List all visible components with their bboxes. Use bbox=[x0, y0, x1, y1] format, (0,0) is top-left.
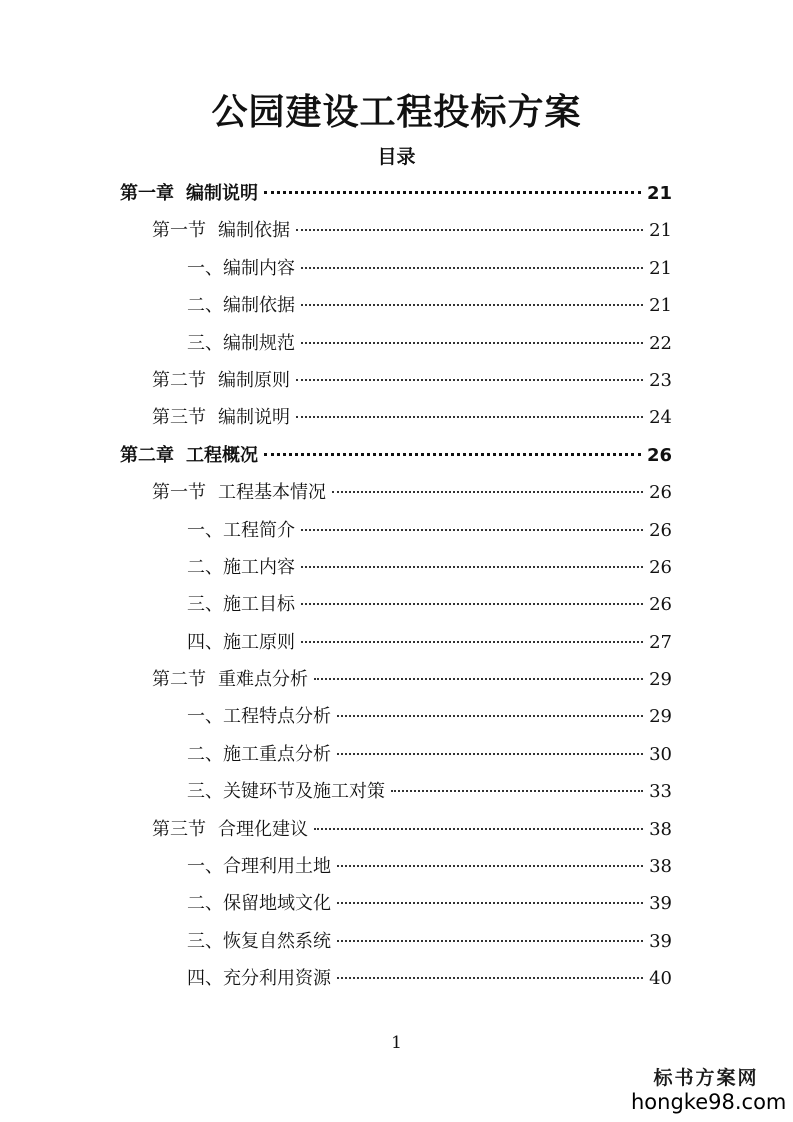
toc-entry[interactable] bbox=[120, 325, 672, 362]
toc-entry-prefix: 第一节 bbox=[152, 220, 206, 242]
toc-entry-label bbox=[187, 250, 295, 287]
toc-entry-prefix: 三、 bbox=[187, 781, 223, 803]
toc-entry-prefix: 第一节 bbox=[152, 482, 206, 504]
toc-entry[interactable] bbox=[120, 549, 672, 586]
toc-entry-label bbox=[187, 512, 295, 549]
toc-entry-page: 21 bbox=[649, 257, 672, 279]
toc-entry-title: 施工重点分析 bbox=[223, 743, 331, 765]
toc-entry-page: 26 bbox=[646, 444, 672, 466]
toc-entry-title: 施工内容 bbox=[223, 556, 295, 578]
toc-entry-prefix: 二、 bbox=[187, 893, 223, 915]
toc-entry-page: 22 bbox=[649, 332, 672, 354]
toc-entry-title: 工程基本情况 bbox=[218, 482, 326, 504]
toc-entry[interactable] bbox=[120, 624, 672, 661]
watermark-domain: hongke98.com bbox=[631, 1090, 787, 1114]
toc-entry-page: 29 bbox=[649, 706, 672, 728]
dot-leader bbox=[314, 678, 643, 680]
watermark-name: 标书方案网 bbox=[653, 1067, 759, 1089]
toc-entry-prefix: 第二节 bbox=[152, 669, 206, 691]
toc-entry-page: 26 bbox=[649, 482, 672, 504]
toc-entry[interactable] bbox=[120, 474, 672, 511]
toc-entry-prefix: 一、 bbox=[187, 519, 223, 541]
toc-entry-title: 施工原则 bbox=[223, 631, 295, 653]
toc-entry[interactable] bbox=[120, 212, 672, 249]
toc-entry-page: 33 bbox=[649, 781, 672, 803]
toc-entry-label bbox=[152, 212, 290, 249]
dot-leader bbox=[296, 379, 643, 381]
dot-leader bbox=[296, 229, 643, 231]
dot-leader bbox=[296, 416, 643, 418]
toc-entry[interactable] bbox=[120, 437, 672, 474]
toc-entry-title: 关键环节及施工对策 bbox=[223, 781, 385, 803]
toc-entry[interactable] bbox=[120, 512, 672, 549]
toc-entry-page: 39 bbox=[649, 930, 672, 952]
toc-entry-label bbox=[187, 287, 295, 324]
toc-entry-label bbox=[187, 773, 385, 810]
toc-entry-page: 26 bbox=[649, 519, 672, 541]
dot-leader bbox=[301, 529, 643, 531]
toc-entry-page: 38 bbox=[649, 856, 672, 878]
toc-entry[interactable] bbox=[120, 848, 672, 885]
toc-entry-title: 工程概况 bbox=[186, 444, 258, 466]
toc-entry-title: 施工目标 bbox=[223, 594, 295, 616]
toc-entry-page: 27 bbox=[649, 631, 672, 653]
toc-entry-prefix: 第三节 bbox=[152, 407, 206, 429]
toc-entry-prefix: 二、 bbox=[187, 743, 223, 765]
toc-entry[interactable] bbox=[120, 586, 672, 623]
toc-entry-title: 充分利用资源 bbox=[223, 968, 331, 990]
toc-entry-page: 26 bbox=[649, 556, 672, 578]
toc-entry-label bbox=[187, 586, 295, 623]
dot-leader bbox=[264, 453, 641, 456]
toc-entry-label bbox=[187, 848, 331, 885]
toc-entry-prefix: 四、 bbox=[187, 968, 223, 990]
dot-leader bbox=[337, 940, 643, 942]
toc-entry-page: 39 bbox=[649, 893, 672, 915]
toc-entry-prefix: 第二章 bbox=[120, 444, 174, 466]
dot-leader bbox=[301, 304, 643, 306]
dot-leader bbox=[301, 566, 643, 568]
toc-entry-title: 编制说明 bbox=[186, 183, 258, 204]
toc-entry-label bbox=[152, 811, 308, 848]
toc-entry-prefix: 一、 bbox=[187, 257, 223, 279]
dot-leader bbox=[337, 977, 643, 979]
dot-leader bbox=[264, 191, 641, 194]
toc-entry-label bbox=[187, 885, 331, 922]
toc-entry-page: 29 bbox=[649, 669, 672, 691]
toc-entry-label bbox=[187, 549, 295, 586]
toc-entry-page: 40 bbox=[649, 968, 672, 990]
toc-entry-prefix: 二、 bbox=[187, 556, 223, 578]
toc-entry-page: 23 bbox=[649, 369, 672, 391]
toc-entry-label bbox=[120, 437, 258, 474]
toc-entry[interactable] bbox=[120, 773, 672, 810]
table-of-contents bbox=[120, 175, 672, 998]
toc-entry-title: 工程特点分析 bbox=[223, 706, 331, 728]
dot-leader bbox=[337, 902, 643, 904]
toc-entry-prefix: 二、 bbox=[187, 295, 223, 317]
toc-entry-label bbox=[120, 175, 258, 212]
toc-entry-prefix: 一、 bbox=[187, 856, 223, 878]
toc-entry[interactable] bbox=[120, 661, 672, 698]
dot-leader bbox=[301, 267, 643, 269]
dot-leader bbox=[391, 790, 643, 792]
toc-heading: 目录 bbox=[377, 146, 416, 168]
toc-entry[interactable] bbox=[120, 399, 672, 436]
toc-entry-label bbox=[152, 362, 290, 399]
toc-entry-label bbox=[187, 325, 295, 362]
toc-entry-prefix: 一、 bbox=[187, 706, 223, 728]
dot-leader bbox=[332, 491, 643, 493]
toc-entry-label bbox=[187, 698, 331, 735]
toc-entry-label bbox=[152, 661, 308, 698]
toc-entry[interactable] bbox=[120, 960, 672, 997]
toc-entry-prefix: 第三节 bbox=[152, 818, 206, 840]
toc-entry-prefix: 第二节 bbox=[152, 369, 206, 391]
toc-entry[interactable] bbox=[120, 362, 672, 399]
toc-entry-title: 合理化建议 bbox=[218, 818, 308, 840]
dot-leader bbox=[337, 753, 643, 755]
toc-entry-prefix: 第一章 bbox=[120, 183, 174, 204]
toc-entry-page: 24 bbox=[649, 407, 672, 429]
toc-entry-page: 26 bbox=[649, 594, 672, 616]
toc-entry[interactable] bbox=[120, 287, 672, 324]
toc-entry-title: 重难点分析 bbox=[218, 669, 308, 691]
watermark-logo bbox=[631, 1066, 787, 1114]
toc-entry-prefix: 三、 bbox=[187, 594, 223, 616]
toc-entry[interactable] bbox=[120, 923, 672, 960]
toc-entry-title: 保留地域文化 bbox=[223, 893, 331, 915]
toc-entry-label bbox=[152, 399, 290, 436]
toc-entry-title: 编制依据 bbox=[223, 295, 295, 317]
toc-entry-prefix: 四、 bbox=[187, 631, 223, 653]
toc-entry[interactable] bbox=[120, 250, 672, 287]
toc-entry-page: 38 bbox=[649, 818, 672, 840]
toc-entry[interactable] bbox=[120, 736, 672, 773]
toc-entry[interactable] bbox=[120, 811, 672, 848]
toc-entry-label bbox=[187, 923, 331, 960]
toc-entry-title: 合理利用土地 bbox=[223, 856, 331, 878]
toc-entry-title: 编制原则 bbox=[218, 369, 290, 391]
toc-entry-prefix: 三、 bbox=[187, 930, 223, 952]
toc-entry-label bbox=[152, 474, 326, 511]
page-number: 1 bbox=[391, 1033, 402, 1053]
toc-entry-label bbox=[187, 736, 331, 773]
dot-leader bbox=[337, 865, 643, 867]
toc-entry[interactable] bbox=[120, 698, 672, 735]
toc-entry-page: 21 bbox=[649, 220, 672, 242]
dot-leader bbox=[301, 342, 643, 344]
toc-entry-title: 编制说明 bbox=[218, 407, 290, 429]
toc-entry-label bbox=[187, 624, 295, 661]
toc-entry-title: 恢复自然系统 bbox=[223, 930, 331, 952]
toc-entry-title: 编制内容 bbox=[223, 257, 295, 279]
toc-entry-title: 编制依据 bbox=[218, 220, 290, 242]
toc-entry-page: 21 bbox=[646, 183, 672, 204]
dot-leader bbox=[301, 641, 643, 643]
toc-entry[interactable] bbox=[120, 885, 672, 922]
toc-entry-title: 工程简介 bbox=[223, 519, 295, 541]
toc-entry-page: 30 bbox=[649, 743, 672, 765]
toc-entry-page: 21 bbox=[649, 295, 672, 317]
dot-leader bbox=[301, 603, 643, 605]
toc-entry-title: 编制规范 bbox=[223, 332, 295, 354]
dot-leader bbox=[314, 828, 643, 830]
document-title: 公园建设工程投标方案 bbox=[211, 92, 582, 133]
toc-entry[interactable] bbox=[120, 175, 672, 212]
toc-entry-label bbox=[187, 960, 331, 997]
toc-entry-prefix: 三、 bbox=[187, 332, 223, 354]
dot-leader bbox=[337, 715, 643, 717]
